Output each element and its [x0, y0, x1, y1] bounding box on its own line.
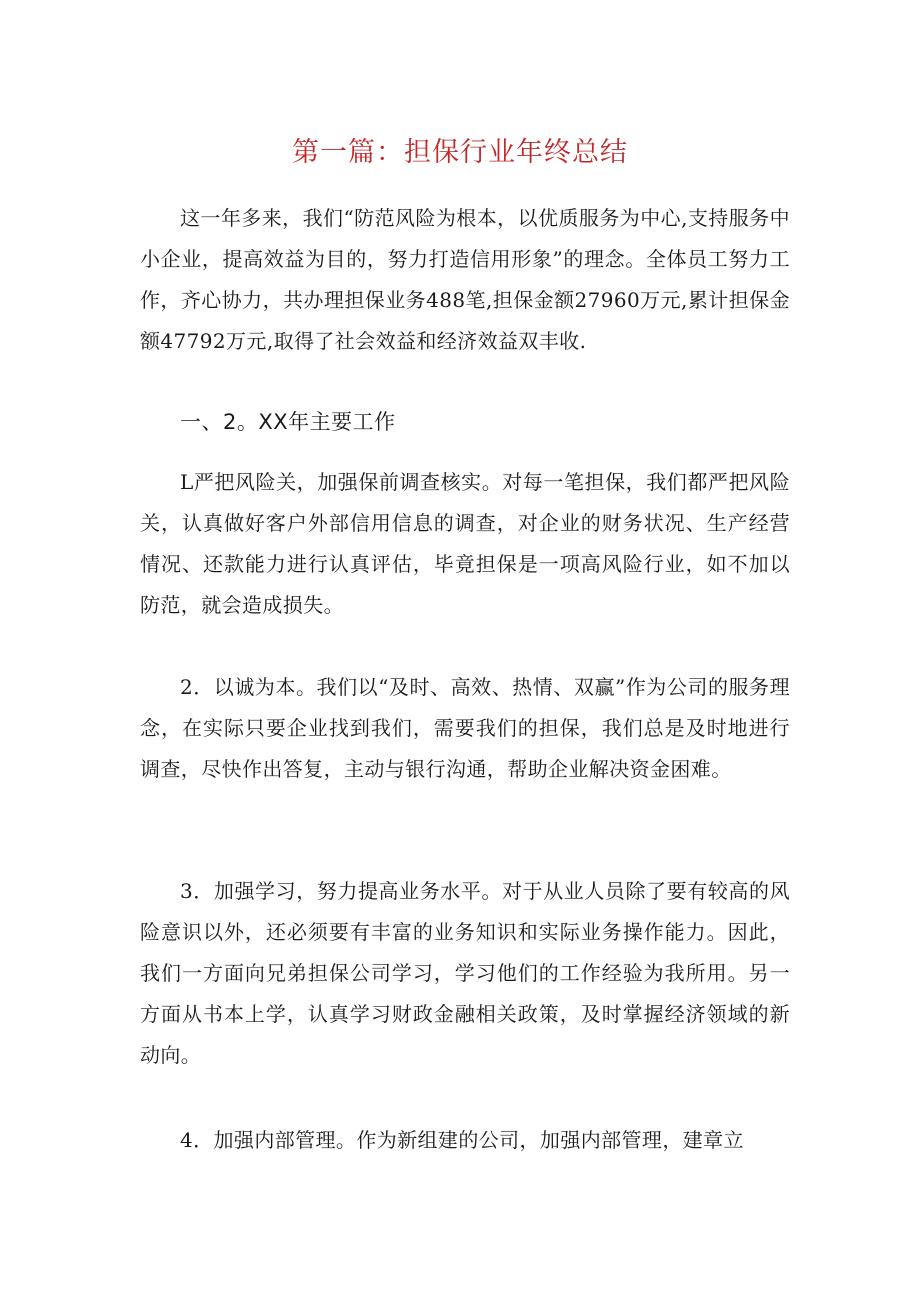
- work-item-4-paragraph: 4．加强内部管理。作为新组建的公司，加强内部管理，建章立: [180, 1128, 744, 1152]
- document-title: 第一篇：担保行业年终总结: [292, 137, 628, 168]
- work-item-2-paragraph: 2．以诚为本。我们以“及时、高效、热情、双赢”作为公司的服务理念，在实际只要企业找到我们，需要我们的担保，我们总是及时地进行调查，尽快作出答复，主动与银行沟通，帮助企业解决资金困难。: [140, 675, 790, 781]
- work-item-1-paragraph: L严把风险关，加强保前调查核实。对每一笔担保，我们都严把风险关，认真做好客户外部信用信息的调查，对企业的财务状况、生产经营情况、还款能力进行认真评估，毕竟担保是一项高风险行业，如不加以防范，就会造成损失。: [140, 470, 790, 617]
- intro-paragraph: 这一年多来，我们“防范风险为根本，以优质服务为中心,支持服务中小企业，提高效益为目的，努力打造信用形象”的理念。全体员工努力工作，齐心协力，共办理担保业务488笔,担保金额27960万元,累计担保金额47792万元,取得了社会效益和经济效益双丰收.: [140, 206, 790, 353]
- section-heading: 一、2。XX年主要工作: [180, 410, 396, 434]
- work-item-3-paragraph: 3．加强学习，努力提高业务水平。对于从业人员除了要有较高的风险意识以外，还必须要有丰富的业务知识和实际业务操作能力。因此，我们一方面向兄弟担保公司学习，学习他们的工作经验为我所用。另一方面从书本上学，认真学习财政金融相关政策，及时掌握经济领域的新动向。: [140, 879, 790, 1067]
